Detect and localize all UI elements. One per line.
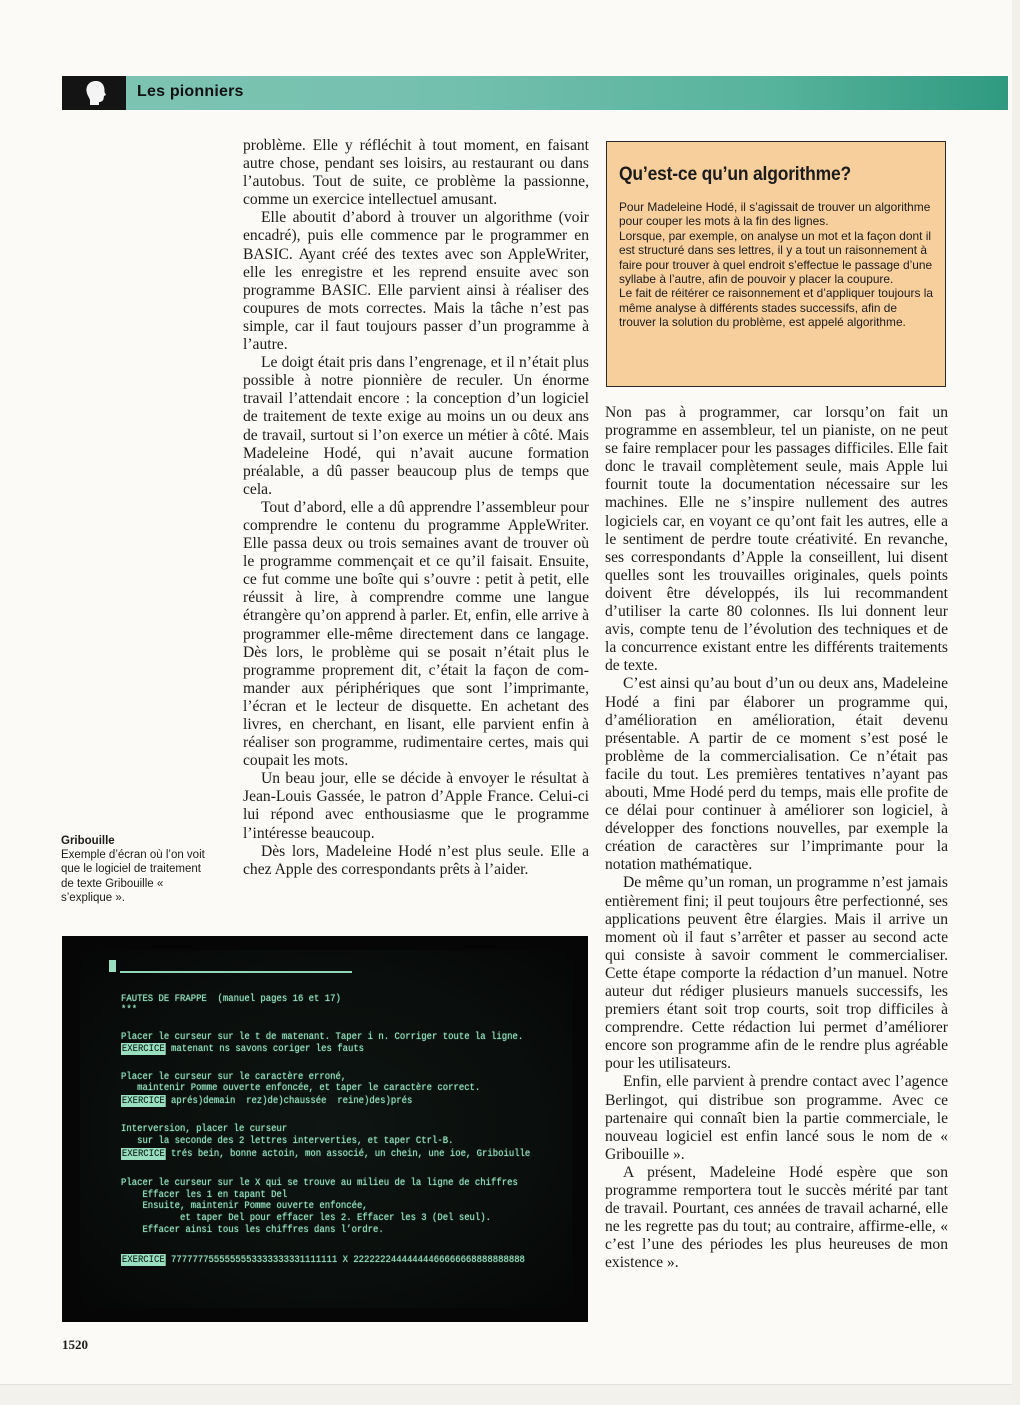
figure-caption xyxy=(61,834,211,905)
gribouille-screen-photo xyxy=(62,936,588,1322)
algorithm-sidebar-box xyxy=(606,141,946,387)
exercise-line: EXERCICE trés bein, bonne actoin, mon associé, un chein, une ioe, Griboiulle xyxy=(121,1148,531,1160)
page-right-edge xyxy=(1012,0,1020,1404)
page-number: 1520 xyxy=(62,1337,88,1352)
exercise-line: EXERCICE aprés)demain rez)de)chaussée reine)des)prés xyxy=(121,1095,413,1107)
crt-display xyxy=(80,950,572,1308)
paragraph: C’est ainsi qu’au bout d’un ou deux ans, Madeleine Hodé a fini par élaborer un programme qui, d’amélioration en amélioration, était devenu présentable. A partir de ce moment s’est posé le problème de la commercialisation. Ce n’était pas facile du tout. Les premières tentatives n’ayant pas abouti, Mme Hodé perd du temps, mais elle profite de ce délai pour continuer à améliorer son logiciel, à développer des fonctions nouvelles, par exemple la création de caractères sur l’imprimante pour la notation mathématique. xyxy=(605,675,948,874)
caption-title: Gribouille xyxy=(61,835,115,847)
exercise-line: EXERCICE 7777777555555553333333331111111 X 22222224444444466666668888888888 xyxy=(121,1254,525,1266)
text-cursor xyxy=(109,960,116,972)
paragraph: A présent, Madeleine Hodé espère que son programme remportera tout le succès mérité par tant de travail. Pourtant, ces années de travail acharné, elle ne les regrette pas du tout; au contraire, affirme-elle, « c’est l’une des périodes les plus heureuses de mon existence ». xyxy=(605,1163,948,1272)
terminal-text xyxy=(121,950,531,1266)
paragraph: Le doigt était pris dans l’engrenage, et il n’était plus possible à notre pionnière de reculer. Un énorme travail l’attendait encore : la conception d’un logiciel de traitement de texte exige au moins un ou deux ans de travail, surtout si l’on exerce un métier à côté. Mais Madeleine Hodé, qui n’avait aucune formation préalable, a dû passer beaucoup plus de temps que cela. xyxy=(243,354,589,498)
instruction-line: Interversion, placer le curseur xyxy=(121,1123,288,1135)
right-text-column xyxy=(605,404,948,1273)
paragraph: Non pas à programmer, car lorsqu’on fait un programme en assembleur, tel un pianiste, on ne peut se faire remplacer pour les passages difficiles. Elle fait donc le travail complètement seule, mais Apple lui fournit toute la documentation nécessaire sur les machines. Elle ne s’inspire nullement des autres logiciels car, en voyant ce qu’ont fait les autres, elle a le sentiment de perdre toute créativité. En revanche, ses correspondants d’Apple la conseillent, lui disent quelles sont les trouvailles originales, quels points doivent être développés, ils lui recommandent d’utiliser la carte 80 colonnes. Ils lui donnent leur avis, compte tenu de l’évolution des techniques et de la concurrence existant entre les différents traitements de texte. xyxy=(605,404,948,675)
exercise-label: EXERCICE xyxy=(121,1095,165,1107)
exercise-label: EXERCICE xyxy=(121,1148,165,1160)
instruction-line: et taper Del pour effacer les 2. Effacer les 3 (Del seul). xyxy=(121,1212,492,1224)
left-text-column xyxy=(243,137,589,879)
paragraph: Dès lors, Madeleine Hodé n’est plus seule. Elle a chez Apple des correspondants prêts à l’aider. xyxy=(243,842,589,878)
instruction-line: sur la seconde des 2 lettres interverties, et taper Ctrl-B. xyxy=(121,1135,454,1147)
caption-text: Exemple d’écran où l’on voit que le logiciel de traitement de texte Gribouille « s’explique ». xyxy=(61,849,205,904)
paragraph: Elle aboutit d’abord à trouver un algorithme (voir encadré), puis elle commence par le programmer en BASIC. Ayant créé des textes avec son AppleWriter, elle les enregistre et les reprend ensuite avec son programme BASIC. Elle parvient ainsi à réaliser des coupures de mots correctes. Mais la tâche n’est pas simple, car il faut toujours passer d’un programme à l’autre. xyxy=(243,209,589,354)
instruction-line: Placer le curseur sur le t de matenant. Taper i n. Corriger toute la ligne. xyxy=(121,1031,524,1043)
paragraph: De même qu’un roman, un programme n’est jamais entièrement fini; il peut toujours être perfectionné, ses applications peuvent être élargies. Mais il arrive un moment où il faut s’arrêter et passer au second acte qui consiste à savoir comment le commercialiser. Cette étape comporte la rédaction d’un manuel. Notre auteur dut rédiger plusieurs manuels successifs, les premiers étant soit trop courts, soit trop difficiles à comprendre. Cette rédaction lui permet d’améliorer encore son programme afin de le rendre plus agréable pour les utilisateurs. xyxy=(605,874,948,1073)
instruction-line: Ensuite, maintenir Pomme ouverte enfoncée, xyxy=(121,1200,368,1212)
instruction-line: Effacer ainsi tous les chiffres dans l’ordre. xyxy=(121,1224,384,1236)
instruction-line: Effacer les 1 en tapant Del xyxy=(121,1189,288,1201)
paragraph: Un beau jour, elle se décide à envoyer le résultat à Jean-Louis Gassée, le patron d’Apple France. Celui-ci lui répond avec enthousiasme que le programme l’intéresse beaucoup. xyxy=(243,770,589,842)
exercise-line: EXERCICE matenant ns savons coriger les fauts xyxy=(121,1043,365,1055)
profile-head-icon xyxy=(84,80,108,106)
instruction-line: maintenir Pomme ouverte enfoncée, et taper le caractère correct. xyxy=(121,1082,481,1094)
screen-marker: *** xyxy=(121,1004,138,1016)
exercise-label: EXERCICE xyxy=(121,1254,165,1266)
sidebar-title: Qu’est-ce qu’un algorithme? xyxy=(619,164,852,185)
exercise-label: EXERCICE xyxy=(121,1043,165,1055)
page-bottom-edge xyxy=(0,1384,1020,1405)
paragraph: Tout d’abord, elle a dû apprendre l’assembleur pour comprendre le contenu du programme AppleWriter. Elle passa deux ou trois semaines avant de trouver où le programme commençait et ce qu’il faisait. Ensuite, ce fut comme une boîte qui s’ouvre : petit à petit, elle réussit à lire, à comprendre comme une langue étrangère qu’on apprend à parler. Et, enfin, elle arrive à programmer elle-même directement dans ce langage. Dès lors, le problème qui se posait n’était plus le programme proprement dit, c’était la façon de commander aux périphériques que sont l’imprimante, l’écran et le lecteur de disquette. En achetant des livres, en cherchant, en lisant, elle parvient enfin à réaliser son programme, rudimentaire certes, mais qui coupait les mots. xyxy=(243,498,589,770)
paragraph: Enfin, elle parvient à prendre contact avec l’agence Berlingot, qui distribue son programme. Avec ce partenaire qui connaît bien la partie commerciale, le nouveau logiciel est enfin lancé sous le nom de « Gribouille ». xyxy=(605,1073,948,1163)
instruction-line: Placer le curseur sur le caractère erroné, xyxy=(121,1071,347,1083)
section-title: Les pionniers xyxy=(137,83,244,100)
screen-heading: FAUTES DE FRAPPE (manuel pages 16 et 17) xyxy=(121,993,341,1005)
sidebar-text: Pour Madeleine Hodé, il s’agissait de trouver un algorithme pour couper les mots à la fin des lignes. Lorsque, par exemple, on analyse un mot et la façon dont il est structuré dans ses lettres, il y a tout un raisonnement à faire pour trouver à quel endroit s’effectue le passage d’une syllabe à l’autre, afin de pouvoir y placer la coupure. Le fait de réitérer ce raisonnement et d’appliquer toujours la même analyse à différents stades successifs, afin de trouver la solution du problème, est appelé algorithme. xyxy=(619,200,933,330)
paragraph: problème. Elle y réfléchit à tout moment, en faisant autre chose, pendant ses loisirs, au restaurant ou dans l’autobus. Tout de suite, ce problème la passionne, comme un exercice intellectuel amusant. xyxy=(243,137,589,209)
instruction-line: Placer le curseur sur le X qui se trouve au milieu de la ligne de chiffres xyxy=(121,1177,518,1189)
